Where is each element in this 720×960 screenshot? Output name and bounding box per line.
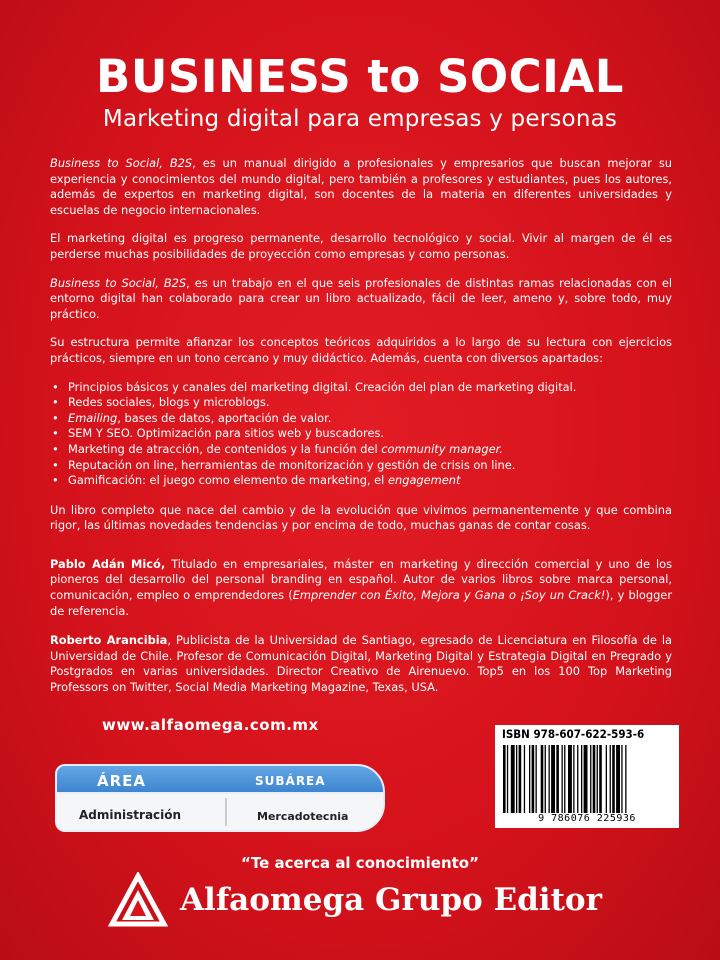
paragraph-1 (50, 156, 672, 218)
book-name-italic: Business to Social, B2S (50, 156, 193, 170)
list-item-text: Marketing de atracción, de contenidos y la función del (68, 441, 382, 456)
paragraph-text: , es un manual dirigido a profesionales y empresarios que buscan mejorar su experiencia y conocimientos del mundo digital, pero también a profesores y estudiantes, pues los autores, además de expertos en marketing digital, son docentes de la materia en diferentes universidades y escuelas de negocio internacionales. (50, 156, 672, 217)
author-bio-1 (50, 557, 672, 619)
book-title: BUSINESS to SOCIAL (96, 50, 624, 103)
list-item-text: Gamificación: el juego como elemento de marketing, el (68, 473, 388, 488)
paragraph-4: Su estructura permite afianzar los conceptos teóricos adquiridos a lo largo de su lectura con ejercicios prácticos, siempre en un tono cercano y muy didáctico. Además, cuenta con diversos apartados: (50, 335, 672, 365)
authors (50, 557, 672, 696)
publisher-name: Alfaomega Grupo Editor (180, 882, 602, 918)
subarea-label: SUBÁREA (255, 774, 326, 788)
subject-area-badge (55, 764, 385, 834)
author-name: Roberto Arancibia (50, 633, 168, 648)
list-item (66, 411, 672, 427)
list-item-italic: engagement (387, 473, 461, 488)
paragraph-2: El marketing digital es progreso permanente, desarrollo tecnológico y social. Vivir al margen de él es perderse muchas posibilidades de proyección como empresas y como personas. (50, 231, 672, 261)
barcode-number: 9 786076 225936 (538, 813, 636, 824)
paragraph-text: , es un trabajo en el que seis profesionales de distintas ramas relacionadas con el entorno digital han colaborado para crear un libro actualizado, fácil de leer, ameno y, sobre todo, muy práctico. (50, 275, 672, 321)
list-item-italic: Emailing (68, 410, 118, 425)
list-item: • Redes sociales, blogs y microblogs. (66, 395, 672, 411)
book-name-italic: Business to Social, B2S (50, 275, 187, 290)
author-bio-2 (50, 633, 672, 695)
subarea-value: Mercadotecnia (257, 810, 349, 823)
topics-list (50, 380, 672, 489)
paragraph-5: Un libro completo que nace del cambio y de la evolución que vivimos permanentemente y que combina rigor, las últimas novedades tendencias y por encima de todo, muchas ganas de contar cosas. (50, 502, 672, 533)
area-label: ÁREA (97, 772, 147, 790)
publisher-slogan: “Te acerca al conocimiento” (241, 854, 479, 872)
author-bio-text: , Publicista de la Universidad de Santiago, egresado de Licenciatura en Filosofía de la Universidad de Chile. Profesor de Comunicación Digital, Marketing Digital y Estrategia Digital en Pregrado y Postgrados en varias universidades. Director Creativo de Airenuevo. Top5 en los 100 Top Marketing Professors on Twitter, Social Media Marketing Magazine, Texas, USA. (50, 633, 672, 695)
area-value: Administración (79, 808, 182, 822)
area-values (55, 794, 385, 832)
author-books-italic: Emprender con Éxito, Mejora y Gana o ¡Soy un Crack! (292, 588, 606, 603)
book-subtitle: Marketing digital para empresas y personas (102, 106, 618, 132)
alfaomega-logo-icon (108, 872, 168, 928)
author-bio-text: ), y blogger de referencia. (50, 588, 672, 618)
publisher-logo-block (108, 872, 628, 932)
synopsis (50, 156, 672, 710)
publisher-website[interactable]: www.alfaomega.com.mx (102, 716, 319, 734)
isbn-label: ISBN 978-607-622-593-6 (502, 727, 645, 741)
area-header (55, 764, 385, 794)
author-name: Pablo Adán Micó, (50, 556, 166, 571)
barcode-icon (503, 745, 671, 813)
divider (225, 798, 227, 826)
isbn-barcode (495, 725, 679, 828)
list-item-text: , bases de datos, aportación de valor. (117, 410, 332, 425)
list-item: • Reputación on line, herramientas de monitorización y gestión de crisis on line. (66, 458, 672, 474)
list-item: • SEM Y SEO. Optimización para sitios web y buscadores. (66, 426, 672, 442)
paragraph-3 (50, 276, 672, 323)
list-item-italic: community manager. (381, 441, 503, 456)
list-item (66, 473, 672, 489)
list-item: • Principios básicos y canales del marketing digital. Creación del plan de marketing digital. (66, 380, 672, 396)
author-bio-text: Titulado en empresariales, máster en marketing y dirección comercial y uno de los pioneros del desarrollo del personal branding en español. Autor de varios libros sobre marca personal, comunicación, empleo o emprendedores ( (50, 556, 673, 603)
list-item (66, 442, 672, 458)
